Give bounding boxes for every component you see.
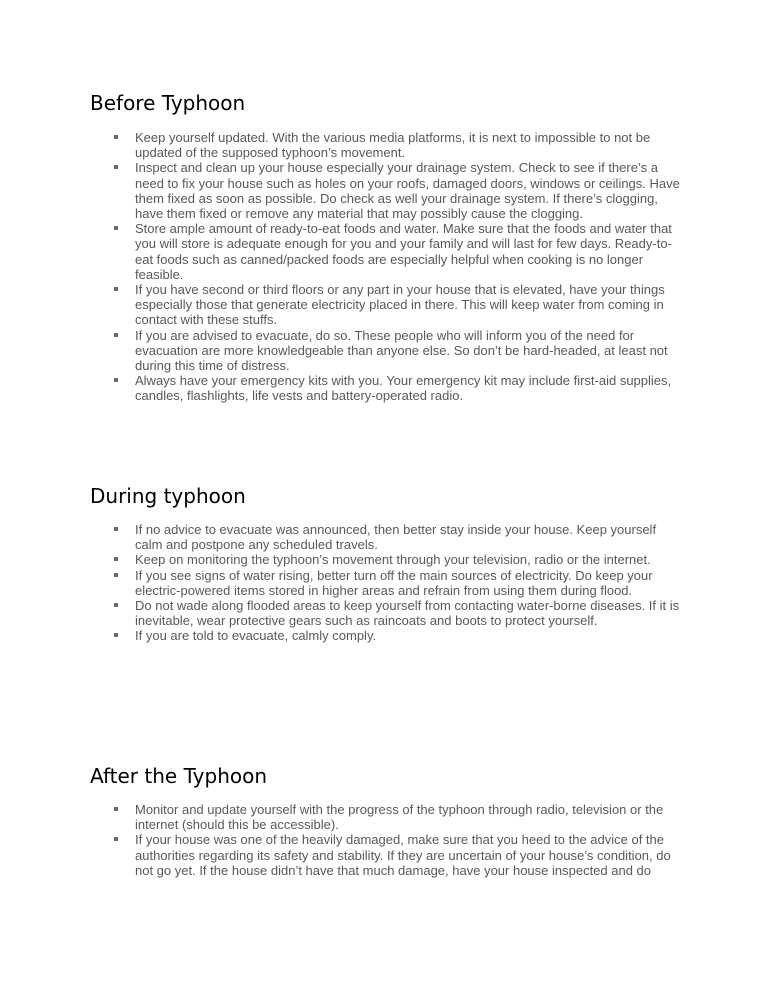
list-item-text: Do not wade along flooded areas to keep yourself from contacting water-borne diseases. If it is inevitable, wear protective gears such as raincoats and boots to protect yourself.	[135, 598, 680, 629]
square-bullet-icon	[114, 633, 118, 637]
list-item-text: If you see signs of water rising, better turn off the main sources of electricity. Do keep your electric-powered items stored in higher areas and refrain from using them during flood.	[135, 567, 653, 598]
square-bullet-icon	[114, 378, 118, 382]
list-item	[114, 628, 684, 643]
list-item	[114, 282, 684, 328]
list-item-text: If your house was one of the heavily damaged, make sure that you heed to the advice of the authorities regarding its safety and stability. If they are uncertain of your house’s condition, do not go yet. If the house didn’t have that much damage, have your house inspected and do	[135, 832, 671, 878]
list-item-text: Monitor and update yourself with the progress of the typhoon through radio, television or the internet (should this be accessible).	[135, 802, 664, 833]
list-item-text: If you have second or third floors or any part in your house that is elevated, have your things especially those that generate electricity placed in there. This will keep water from coming in contact with these stuffs.	[135, 282, 665, 328]
list-item	[114, 552, 684, 567]
list-item	[114, 802, 684, 832]
list-item	[114, 328, 684, 374]
square-bullet-icon	[114, 165, 118, 169]
square-bullet-icon	[114, 807, 118, 811]
list-item-text: Inspect and clean up your house especially your drainage system. Check to see if there’s a need to fix your house such as holes on your roofs, damaged doors, windows or ceilings. Have them fixed as soon as possible. Do check as well your drainage system. If there’s clogging, have them fixed or remove any material that may possibly cause the clogging.	[135, 160, 680, 222]
list-item-text: Keep on monitoring the typhoon’s movement through your television, radio or the internet.	[135, 552, 651, 568]
list-item-text: Store ample amount of ready-to-eat foods and water. Make sure that the foods and water that you will store is adequate enough for you and your family and will last for few days. Ready-to-eat foods such as canned/packed foods are especially helpful when cooking is no longer feasible.	[135, 221, 672, 282]
square-bullet-icon	[114, 333, 118, 337]
list-item	[114, 832, 684, 878]
section-heading-during-typhoon: During typhoon	[90, 484, 246, 508]
list-item-text: Always have your emergency kits with you. Your emergency kit may include first-aid supplies, candles, flashlights, life vests and battery-operated radio.	[135, 373, 672, 404]
list-item-text: If you are told to evacuate, calmly comply.	[135, 628, 377, 644]
square-bullet-icon	[114, 287, 118, 291]
bullet-list-after-typhoon	[114, 802, 684, 878]
bullet-list-during-typhoon	[114, 522, 684, 644]
section-heading-after-typhoon: After the Typhoon	[90, 764, 268, 788]
square-bullet-icon	[114, 573, 118, 577]
square-bullet-icon	[114, 226, 118, 230]
list-item	[114, 373, 684, 403]
list-item-text: Keep yourself updated. With the various media platforms, it is next to impossible to not be updated of the supposed typhoon’s movement.	[135, 130, 651, 161]
list-item	[114, 522, 684, 552]
list-item	[114, 221, 684, 282]
section-heading-before-typhoon: Before Typhoon	[90, 91, 246, 115]
list-item	[114, 160, 684, 221]
list-item	[114, 130, 684, 160]
list-item-text: If you are advised to evacuate, do so. These people who will inform you of the need for evacuation are more knowledgeable than anyone else. So don’t be hard-headed, at least not during this time of distress.	[135, 327, 668, 374]
bullet-list-before-typhoon	[114, 130, 684, 404]
square-bullet-icon	[114, 527, 118, 531]
list-item	[114, 568, 684, 598]
square-bullet-icon	[114, 603, 118, 607]
list-item-text: If no advice to evacuate was announced, then better stay inside your house. Keep yourself calm and postpone any scheduled travels.	[135, 522, 657, 553]
square-bullet-icon	[114, 837, 118, 841]
square-bullet-icon	[114, 557, 118, 561]
square-bullet-icon	[114, 135, 118, 139]
list-item	[114, 598, 684, 628]
